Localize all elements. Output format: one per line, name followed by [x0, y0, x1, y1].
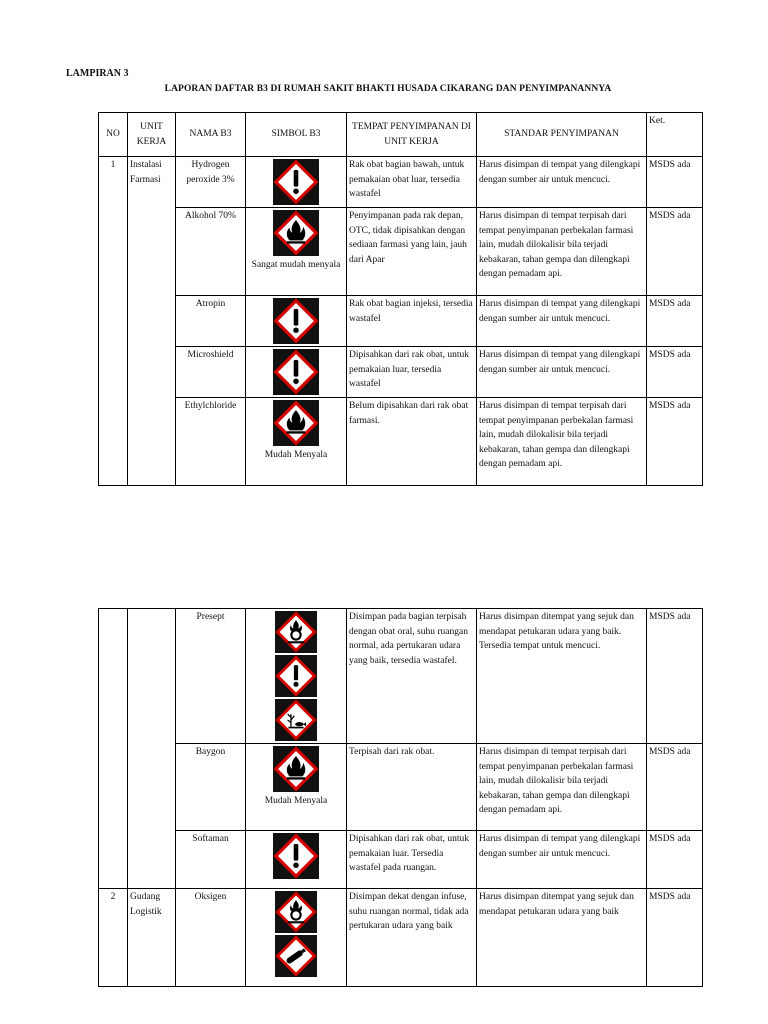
flame-icon: [273, 746, 319, 792]
header-simbol-b3: SIMBOL B3: [246, 113, 347, 157]
symbol-caption: Mudah Menyala: [264, 450, 328, 460]
cell-ket: MSDS ada: [647, 296, 703, 347]
header-tempat-penyimpanan: TEMPAT PENYIMPANAN DI UNIT KERJA: [347, 113, 477, 157]
cell-simbol-b3: [246, 208, 347, 296]
cell-no: 1: [99, 157, 128, 208]
cell-standar-penyimpanan: Harus disimpan ditempat yang sejuk dan mendapat petukaran udara yang baik. Tersedia tempat untuk mencuci.: [477, 609, 647, 744]
cell-standar-penyimpanan: Harus disimpan di tempat terpisah dari tempat penyimpanan perbekalan farmasi lain, mudah dilokalisir bila terjadi kebakaran, tahan gempa dan dilengkapi dengan pemadam api.: [477, 398, 647, 486]
cell-nama-b3: Alkohol 70%: [176, 208, 246, 296]
header-unit-kerja: UNIT KERJA: [128, 113, 176, 157]
cell-simbol-b3: [246, 157, 347, 208]
cell-tempat-penyimpanan: Terpisah dari rak obat.: [347, 744, 477, 831]
exclamation-icon: [273, 298, 319, 344]
document-title: LAPORAN DAFTAR B3 DI RUMAH SAKIT BHAKTI HUSADA CIKARANG DAN PENYIMPANANNYA: [164, 84, 612, 94]
environment-icon: [275, 699, 317, 741]
cell-unit-kerja: [128, 296, 176, 347]
cell-unit-kerja: [128, 831, 176, 889]
cell-tempat-penyimpanan: Disimpan pada bagian terpisah dengan obat oral, suhu ruangan normal, ada pertukaran udara yang baik, tersedia wastafel.: [347, 609, 477, 744]
cell-no: 2: [99, 889, 128, 987]
cell-nama-b3: Softaman: [176, 831, 246, 889]
cell-simbol-b3: [246, 296, 347, 347]
cell-tempat-penyimpanan: Rak obat bagian injeksi, tersedia wastafel: [347, 296, 477, 347]
b3-table-part-1: [98, 112, 703, 486]
table-row: [99, 831, 703, 889]
lampiran-label: LAMPIRAN 3: [66, 68, 129, 79]
cell-tempat-penyimpanan: Rak obat bagian bawah, untuk pemakaian obat luar, tersedia wastafel: [347, 157, 477, 208]
cell-no: [99, 831, 128, 889]
table-row: [99, 208, 703, 296]
cell-standar-penyimpanan: Harus disimpan di tempat terpisah dari tempat penyimpanan perbekalan farmasi lain, mudah dilokalisir bila terjadi kebakaran, tahan gempa dan dilengkapi dengan pemadam api.: [477, 744, 647, 831]
cell-simbol-b3: [246, 398, 347, 486]
cell-simbol-b3: [246, 889, 347, 987]
cell-no: [99, 296, 128, 347]
cell-no: [99, 398, 128, 486]
cell-ket: MSDS ada: [647, 347, 703, 398]
cell-ket: MSDS ada: [647, 889, 703, 987]
cell-standar-penyimpanan: Harus disimpan di tempat yang dilengkapi dengan sumber air untuk mencuci.: [477, 296, 647, 347]
cell-ket: MSDS ada: [647, 744, 703, 831]
exclamation-icon: [273, 349, 319, 395]
cell-standar-penyimpanan: Harus disimpan di tempat yang dilengkapi dengan sumber air untuk mencuci.: [477, 157, 647, 208]
cell-no: [99, 347, 128, 398]
cell-nama-b3: Baygon: [176, 744, 246, 831]
cell-tempat-penyimpanan: Penyimpanan pada rak depan, OTC, tidak dipisahkan dengan sediaan farmasi yang lain, jauh dari Apar: [347, 208, 477, 296]
exclamation-icon: [275, 655, 317, 697]
cell-unit-kerja: [128, 208, 176, 296]
cell-unit-kerja: Instalasi Farmasi: [128, 157, 176, 208]
cell-simbol-b3: [246, 347, 347, 398]
header-nama-b3: NAMA B3: [176, 113, 246, 157]
cell-tempat-penyimpanan: Disimpan dekat dengan infuse, suhu ruangan normal, tidak ada pertukaran udara yang baik: [347, 889, 477, 987]
cell-standar-penyimpanan: Harus disimpan di tempat yang dilengkapi dengan sumber air untuk mencuci.: [477, 347, 647, 398]
cell-ket: MSDS ada: [647, 831, 703, 889]
cell-ket: MSDS ada: [647, 398, 703, 486]
cell-nama-b3: Atropin: [176, 296, 246, 347]
cell-no: [99, 208, 128, 296]
cell-standar-penyimpanan: Harus disimpan di tempat yang dilengkapi dengan sumber air untuk mencuci.: [477, 831, 647, 889]
cell-unit-kerja: [128, 744, 176, 831]
cell-unit-kerja: Gudang Logistik: [128, 889, 176, 987]
cell-unit-kerja: [128, 398, 176, 486]
cell-ket: MSDS ada: [647, 157, 703, 208]
table-row: [99, 157, 703, 208]
cell-nama-b3: Ethylchloride: [176, 398, 246, 486]
flame-icon: [273, 210, 319, 256]
table-header-row: [99, 113, 703, 157]
cell-standar-penyimpanan: Harus disimpan ditempat yang sejuk dan mendapat petukaran udara yang baik: [477, 889, 647, 987]
cell-no: [99, 609, 128, 744]
cell-nama-b3: Oksigen: [176, 889, 246, 987]
table-row: [99, 744, 703, 831]
table-row: [99, 296, 703, 347]
table-row: [99, 609, 703, 744]
flame-icon: [273, 400, 319, 446]
exclamation-icon: [273, 833, 319, 879]
cell-tempat-penyimpanan: Belum dipisahkan dari rak obat farmasi.: [347, 398, 477, 486]
symbol-caption: Sangat mudah menyala: [251, 260, 341, 270]
header-no: NO: [99, 113, 128, 157]
oxidizer-icon: [275, 611, 317, 653]
cell-tempat-penyimpanan: Dipisahkan dari rak obat, untuk pemakaian luar, tersedia wastafel: [347, 347, 477, 398]
cell-unit-kerja: [128, 609, 176, 744]
table-row: [99, 347, 703, 398]
header-ket: Ket.: [647, 113, 703, 157]
cell-nama-b3: Microshield: [176, 347, 246, 398]
cell-tempat-penyimpanan: Dipisahkan dari rak obat, untuk pemakaian luar. Tersedia wastafel pada ruangan.: [347, 831, 477, 889]
symbol-caption: Mudah Menyala: [264, 796, 328, 806]
exclamation-icon: [273, 159, 319, 205]
cell-unit-kerja: [128, 347, 176, 398]
cell-simbol-b3: [246, 831, 347, 889]
cell-ket: MSDS ada: [647, 208, 703, 296]
cell-standar-penyimpanan: Harus disimpan di tempat terpisah dari tempat penyimpanan perbekalan farmasi lain, mudah dilokalisir bila terjadi kebakaran, tahan gempa dan dilengkapi dengan pemadam api.: [477, 208, 647, 296]
table-row: [99, 398, 703, 486]
cell-no: [99, 744, 128, 831]
cell-simbol-b3: [246, 609, 347, 744]
table-row: [99, 889, 703, 987]
header-standar-penyimpanan: STANDAR PENYIMPANAN: [477, 113, 647, 157]
cell-ket: MSDS ada: [647, 609, 703, 744]
oxidizer-icon: [275, 891, 317, 933]
b3-table-part-2: [98, 608, 703, 987]
gas-cylinder-icon: [275, 935, 317, 977]
cell-simbol-b3: [246, 744, 347, 831]
cell-nama-b3: Hydrogen peroxide 3%: [176, 157, 246, 208]
cell-nama-b3: Presept: [176, 609, 246, 744]
